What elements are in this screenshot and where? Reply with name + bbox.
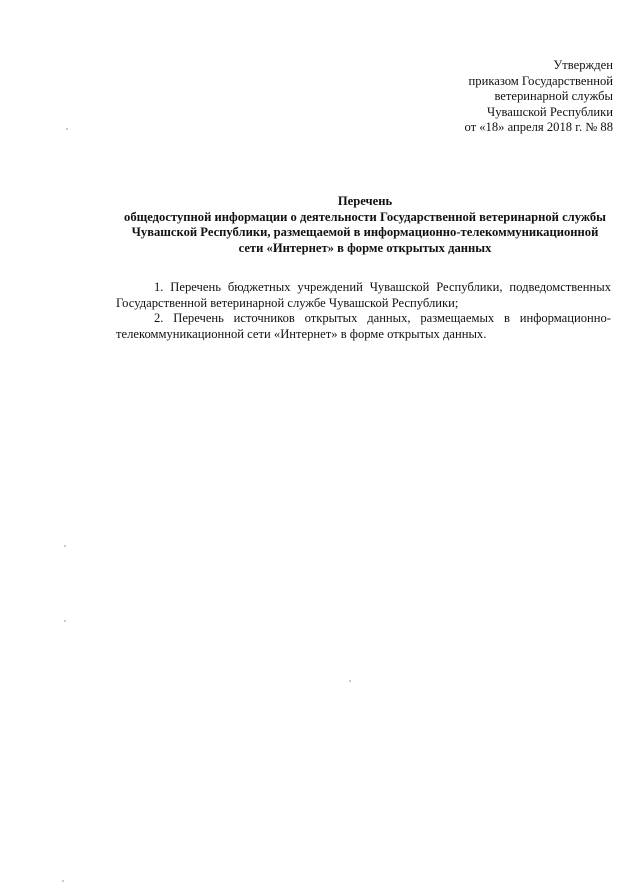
list-item: 1. Перечень бюджетных учреждений Чувашской Республики, подведомственных Государственной ветеринарной службе Чувашской Республики; (116, 280, 611, 310)
title-heading: Перечень (337, 194, 393, 208)
scan-speck (349, 680, 351, 682)
title-line: Чувашской Республики, размещаемой в информационно-телекоммуникационной (131, 225, 599, 240)
document-list (116, 280, 611, 342)
approval-stamp (373, 58, 613, 136)
title-line: сети «Интернет» в форме открытых данных (238, 240, 492, 255)
title-line: общедоступной информации о деятельности Государственной ветеринарной службы (124, 209, 606, 224)
approval-line: приказом Государственной (468, 73, 613, 88)
list-item: 2. Перечень источников открытых данных, размещаемых в информационно-телекоммуникационной сети «Интернет» в форме открытых данных. (116, 311, 611, 341)
approval-line: ветеринарной службы (494, 89, 613, 104)
approval-line: Утвержден (553, 58, 613, 72)
scan-speck (62, 880, 64, 882)
scan-speck (64, 545, 66, 547)
document-title (100, 194, 630, 256)
approval-date-line: от «18» апреля 2018 г. № 88 (464, 120, 613, 135)
approval-line: Чувашской Республики (487, 104, 613, 119)
scan-speck (64, 620, 66, 622)
scan-speck (66, 128, 68, 130)
